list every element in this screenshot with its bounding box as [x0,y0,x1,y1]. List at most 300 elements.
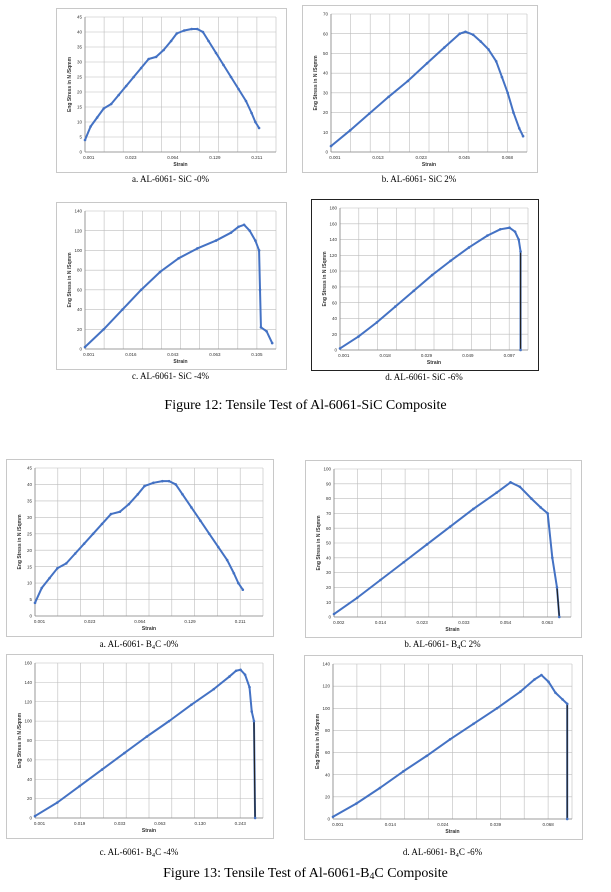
caption-p8 [304,847,581,859]
data-point [551,557,554,560]
data-point [34,602,37,605]
y-tick-label: 100 [24,718,32,724]
data-point [530,497,533,500]
y-tick-label: 160 [329,221,337,227]
x-tick-label: 0.001 [83,155,95,160]
data-point [123,752,126,755]
y-axis-label: Eng Stress in N /Sqmm [17,514,23,570]
data-point [228,675,231,678]
y-tick-label: 20 [76,326,82,332]
data-point [556,586,559,589]
y-tick-label: 40 [76,29,82,35]
y-tick-label: 20 [324,794,330,800]
caption-p7-sub: 4 [151,852,156,859]
caption-p6-sub: 4 [457,644,461,651]
data-point [140,67,143,70]
data-point [136,493,139,496]
data-point [472,722,475,725]
chart-svg-p6 [306,461,581,637]
y-tick-label: 0 [328,614,331,620]
y-tick-label: 5 [79,134,82,140]
x-tick-label: 0.049 [462,353,474,358]
data-point [96,116,99,119]
data-point [258,127,261,130]
data-point [243,224,246,227]
y-axis-label: Eng Stress in N /Sqmm [316,515,322,571]
data-point [239,668,242,671]
x-tick-label: 0.068 [501,155,514,160]
y-tick-label: 80 [324,728,330,734]
data-point [215,52,218,55]
y-tick-label: 25 [26,531,32,537]
data-point [480,40,483,43]
y-tick-label: 100 [322,705,330,711]
data-point [207,40,210,43]
data-point [40,587,43,590]
data-point [196,247,199,250]
y-tick-label: 30 [26,514,32,520]
data-point [426,543,429,546]
caption-p8-post: C -6% [458,847,483,857]
series-line [85,29,259,140]
data-point [155,56,158,59]
figure-13-caption [0,866,611,882]
data-point [102,328,105,331]
data-point [89,125,92,128]
x-tick-label: 0.014 [384,822,396,827]
x-tick-label: 0.063 [154,821,166,826]
data-point [394,305,397,308]
caption-p7-pre: c. AL-6061- B [99,847,152,857]
y-tick-label: 0 [79,346,82,352]
caption-p5-sub: 4 [151,644,156,651]
x-tick-label: 0.001 [83,352,95,357]
data-point [258,249,261,252]
y-tick-label: 80 [325,496,331,502]
x-tick-label: 0.018 [379,353,391,358]
y-tick-label: 5 [29,597,32,603]
data-point [78,785,81,788]
y-tick-label: 60 [331,300,337,306]
data-point [102,107,105,110]
x-tick-label: 0.043 [167,352,179,357]
y-axis-label: Eng Stress in N /Sqmm [322,251,328,307]
data-point [407,80,410,83]
data-point [519,250,522,253]
x-tick-label: 0.097 [503,353,515,358]
y-tick-label: 60 [26,757,32,763]
data-point [402,561,405,564]
data-point [237,225,240,228]
data-point [190,506,193,509]
x-axis-label: Strain [173,162,188,168]
y-tick-label: 20 [325,585,331,590]
caption-p1: a. AL-6061- SiC -0% [132,174,209,184]
data-point [74,552,77,555]
figure-13-sub: 4 [369,871,375,882]
y-tick-label: 60 [324,750,330,756]
data-point [143,485,146,488]
data-point [152,482,155,485]
y-tick-label: 40 [26,482,32,488]
x-axis-label: Strain [421,162,437,168]
x-tick-label: 0.019 [74,821,86,826]
caption-p2: b. AL-6061- SiC 2% [381,174,457,184]
data-point [518,127,521,130]
y-tick-label: 20 [26,796,32,802]
x-axis-label: Strain [426,360,442,366]
data-point [121,308,124,311]
data-point [175,32,178,35]
y-tick-label: 40 [331,316,337,322]
figure-13-pre: Figure 13: Tensile Test of Al-6061-B [163,866,370,881]
caption-p5-pre: a. AL-6061- B [99,639,152,649]
y-tick-label: 10 [26,580,32,586]
data-point [443,46,446,49]
data-point [509,481,512,484]
data-point [402,770,405,773]
chart-panel-p1 [56,8,287,173]
y-tick-label: 45 [76,14,82,20]
y-tick-label: 100 [323,466,331,472]
y-tick-label: 80 [331,284,337,290]
x-tick-label: 0.068 [542,822,554,827]
x-tick-label: 0.001 [329,155,341,160]
data-point [241,588,244,591]
data-point [230,76,233,79]
x-tick-label: 0.016 [125,352,137,357]
data-point [517,238,520,241]
data-point [84,346,87,349]
data-point [196,28,199,31]
data-point [161,480,164,483]
y-tick-label: 60 [76,287,82,293]
data-point [254,817,257,820]
x-tick-label: 0.039 [489,822,502,827]
caption-p3: c. AL-6061- SiC -4% [132,371,209,381]
data-point [244,673,247,676]
data-point [199,519,202,522]
data-point [506,92,509,95]
y-tick-label: 10 [76,119,82,125]
data-point [145,735,148,738]
chart-svg-p2 [303,6,537,172]
data-point [170,40,173,43]
data-point [125,85,128,88]
data-point [259,289,262,292]
x-tick-label: 0.130 [194,821,206,826]
x-tick-label: 0.211 [251,155,263,160]
y-tick-label: 180 [329,205,337,211]
data-point [177,257,180,260]
data-point [110,103,113,106]
x-tick-label: 0.033 [114,821,126,826]
y-tick-label: 0 [29,613,32,619]
data-point [357,335,360,338]
caption-p6 [305,639,580,651]
y-tick-label: 120 [74,228,82,234]
y-tick-label: 30 [325,570,331,576]
data-point [519,349,522,352]
caption-p8-pre: d. AL-6061- B [402,847,456,857]
data-point [254,121,257,124]
y-tick-label: 160 [24,660,32,666]
y-tick-label: 20 [331,331,337,337]
x-tick-label: 0.014 [374,620,387,625]
data-point [487,48,490,51]
data-point [265,330,268,333]
data-point [250,112,253,115]
data-point [250,710,253,713]
data-point [540,674,543,677]
data-point [110,513,113,516]
y-tick-label: 140 [24,679,32,685]
x-tick-label: 0.054 [499,620,512,625]
chart-panel-p2 [302,5,538,173]
series-line [340,228,521,350]
data-point [355,802,358,805]
x-tick-label: 0.045 [458,155,470,160]
data-point [230,231,233,234]
data-point [190,28,193,31]
x-tick-label: 0.129 [184,619,196,624]
x-axis-label: Strain [173,359,188,365]
data-point [533,678,536,681]
x-axis-label: Strain [445,627,460,633]
data-point [237,582,240,585]
y-axis-label: Eng Stress in N /Sqmm [313,55,319,111]
data-point [472,33,475,36]
data-point [217,546,220,549]
y-axis-label: Eng Stress in N /Sqmm [17,712,23,769]
y-tick-label: 20 [322,110,328,116]
data-point [449,738,452,741]
data-point [208,532,211,535]
chart-panel-p3 [56,202,287,370]
data-point [212,688,215,691]
data-point [34,815,37,818]
y-tick-label: 30 [76,59,82,65]
data-point [271,342,274,345]
series-line [331,32,523,146]
caption-p4: d. AL-6061- SiC -6% [385,372,463,382]
data-point [119,510,122,513]
x-tick-label: 0.033 [458,620,470,625]
data-point [140,289,143,292]
data-point [128,503,131,506]
y-tick-label: 40 [325,555,331,561]
data-point [349,129,352,132]
x-axis-label: Strain [141,626,157,632]
data-point [253,720,256,723]
data-point [449,525,452,528]
data-point [233,572,236,575]
data-point [356,596,359,599]
data-point [254,239,257,242]
data-point [162,49,165,52]
chart-svg-p4 [312,200,538,370]
x-tick-label: 0.023 [125,155,137,160]
data-point [56,801,59,804]
y-tick-label: 50 [325,540,331,546]
data-point [566,703,569,706]
data-point [330,145,333,148]
data-point [147,58,150,61]
y-axis-label: Eng Stress in N /Sqmm [315,713,321,770]
data-point [339,347,342,350]
data-point [486,234,489,237]
chart-svg-p3 [57,203,286,369]
caption-p5-post: C -0% [155,639,179,649]
chart-panel-p7 [6,654,274,839]
data-point [245,100,248,103]
caption-p7 [6,847,272,859]
y-tick-label: 120 [322,683,330,689]
x-tick-label: 0.001 [33,619,46,624]
data-point [260,326,263,329]
data-point [183,29,186,32]
data-point [539,506,542,509]
y-tick-label: 0 [325,149,328,155]
x-tick-label: 0.063 [541,620,553,625]
data-point [547,680,550,683]
data-point [449,260,452,263]
data-point [558,616,561,619]
x-tick-label: 0.001 [33,821,46,826]
data-point [468,246,471,249]
y-tick-label: 10 [322,129,328,135]
data-point [333,613,336,616]
series-line [334,482,559,617]
y-tick-label: 30 [322,90,328,96]
x-tick-label: 0.243 [234,821,246,826]
y-tick-label: 40 [26,776,32,782]
chart-panel-p5 [6,459,274,637]
data-point [190,703,193,706]
caption-p7-post: C -4% [155,847,179,857]
chart-panel-p6 [305,460,582,638]
data-point [92,532,95,535]
y-tick-label: 0 [334,347,337,353]
y-tick-label: 0 [79,149,82,155]
x-tick-label: 0.001 [332,822,344,827]
data-point [65,562,68,565]
y-tick-label: 50 [322,51,328,57]
x-tick-label: 0.211 [234,619,246,624]
data-point [83,542,86,545]
data-point [379,787,382,790]
data-point [117,94,120,97]
data-point [561,698,564,701]
data-point [248,229,251,232]
x-tick-label: 0.105 [251,352,263,357]
data-point [235,669,238,672]
x-tick-label: 0.129 [209,155,221,160]
y-axis-label: Eng Stress in N /Sqmm [67,56,73,113]
y-tick-label: 0 [327,816,330,822]
series-line [35,670,255,818]
y-tick-label: 45 [26,465,32,471]
data-point [215,239,218,242]
y-tick-label: 140 [322,661,330,667]
data-point [412,290,415,293]
y-tick-label: 70 [322,11,328,17]
chart-svg-p7 [7,655,273,838]
data-point [508,226,511,229]
y-tick-label: 20 [76,89,82,95]
data-point [387,96,390,99]
x-tick-label: 0.024 [437,822,449,827]
y-tick-label: 90 [325,481,331,487]
series-line [333,675,567,819]
y-tick-label: 80 [26,738,32,744]
series-line [85,225,272,347]
data-point [554,691,557,694]
x-tick-label: 0.023 [416,620,428,625]
data-point [101,768,104,771]
data-point [222,64,225,67]
data-point [101,523,104,526]
y-tick-label: 140 [74,208,82,214]
y-tick-label: 15 [76,104,82,110]
x-tick-label: 0.029 [420,353,433,358]
y-tick-label: 100 [74,248,82,254]
data-point [56,567,59,570]
x-tick-label: 0.023 [415,155,427,160]
data-point [501,76,504,79]
x-tick-label: 0.013 [372,155,384,160]
y-tick-label: 120 [329,252,337,258]
y-axis-label: Eng Stress in N /Sqmm [67,252,73,308]
x-axis-label: Strain [445,829,460,835]
data-point [499,228,502,231]
data-point [546,512,549,515]
data-point [425,755,428,758]
x-tick-label: 0.064 [167,155,179,160]
y-tick-label: 25 [76,74,82,80]
y-tick-label: 40 [322,70,328,76]
figure-12-caption: Figure 12: Tensile Test of Al-6061-SiC Composite [164,398,447,413]
x-tick-label: 0.063 [209,352,221,357]
y-tick-label: 140 [329,237,337,243]
x-tick-label: 0.023 [84,619,96,624]
y-tick-label: 40 [76,307,82,313]
data-point [472,508,475,511]
chart-svg-p8 [305,656,582,839]
data-point [159,271,162,274]
data-point [202,31,205,34]
data-point [48,577,51,580]
data-point [431,274,434,277]
series-line [35,481,243,603]
data-point [237,88,240,91]
y-tick-label: 120 [24,699,32,705]
y-tick-label: 10 [325,599,331,605]
data-point [84,139,87,142]
caption-p6-pre: b. AL-6061- B [404,639,458,649]
data-point [248,686,251,689]
x-tick-label: 0.001 [338,353,350,358]
y-tick-label: 35 [76,44,82,50]
y-tick-label: 20 [26,547,32,553]
data-point [226,559,229,562]
chart-svg-p5 [7,460,273,636]
data-point [174,483,177,486]
data-point [168,720,171,723]
y-tick-label: 80 [76,267,82,273]
data-point [132,76,135,79]
y-tick-label: 35 [26,498,32,504]
